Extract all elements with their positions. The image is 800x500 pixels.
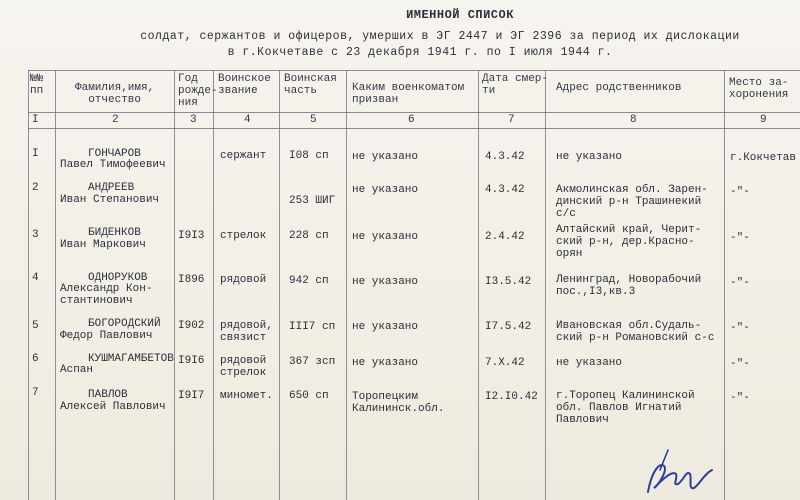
row-rank: сержант	[220, 150, 267, 162]
row-commissariat: не указано	[352, 357, 419, 369]
row-burial: -"-	[730, 358, 750, 370]
row-burial: -"-	[730, 392, 750, 404]
row-unit: III7 сп	[289, 321, 336, 333]
row-address: Ивановская обл.Судаль- ский р-н Романовский с-с	[556, 320, 715, 344]
row-commissariat: не указано	[352, 231, 419, 243]
table-top-rule	[28, 70, 800, 71]
row-rank: миномет.	[220, 390, 273, 402]
row-birth-year: I896	[178, 274, 205, 286]
document-subtitle-line2: в г.Кокчетаве с 23 декабря 1941 г. по I июля 1944 г.	[227, 46, 613, 59]
column-number: 3	[190, 114, 197, 126]
row-birth-year: I9I6	[178, 355, 205, 367]
row-commissariat: не указано	[352, 184, 419, 196]
row-birth-year: I9I7	[178, 390, 205, 402]
row-surname: ОДНОРУКОВ	[88, 272, 148, 284]
row-commissariat: Торопецким Калининск.обл.	[352, 391, 445, 415]
row-number: 4	[32, 272, 39, 284]
row-rank: рядовой	[220, 274, 267, 286]
column-number: 6	[408, 114, 415, 126]
row-number: 6	[32, 353, 39, 365]
signature-icon	[638, 440, 718, 500]
header-rank: Воинское звание	[218, 73, 271, 97]
row-unit: 253 ШИГ	[289, 195, 336, 207]
row-number: I	[32, 148, 39, 160]
row-address: не указано	[556, 151, 623, 163]
column-divider	[279, 70, 280, 500]
row-death-date: 4.3.42	[485, 151, 525, 163]
column-number: 5	[310, 114, 317, 126]
header-year: Год рожде- ния	[178, 73, 218, 109]
row-death-date: I3.5.42	[485, 276, 532, 288]
row-address: Ленинград, Новорабочий пос.,I3,кв.3	[556, 274, 702, 298]
row-death-date: 7.X.42	[485, 357, 525, 369]
row-number: 7	[32, 387, 39, 399]
column-number: 9	[760, 114, 767, 126]
row-given-name: Иван Маркович	[60, 239, 146, 251]
column-divider	[478, 70, 479, 500]
table-border-left	[28, 70, 29, 500]
row-rank: рядовой стрелок	[220, 355, 267, 379]
header-unit: Воинская часть	[284, 73, 337, 97]
row-unit: I08 сп	[289, 150, 329, 162]
column-number: I	[32, 114, 39, 126]
row-given-name: Александр Кон- стантинович	[60, 283, 153, 307]
row-unit: 228 сп	[289, 230, 329, 242]
row-commissariat: не указано	[352, 276, 419, 288]
header-rule	[28, 112, 800, 113]
row-address: не указано	[556, 357, 623, 369]
column-number-rule	[28, 128, 800, 129]
row-given-name: Аспан	[60, 364, 94, 376]
header-death-date: Дата смер- ти	[482, 73, 549, 97]
column-divider	[346, 70, 347, 500]
row-unit: 650 сп	[289, 390, 329, 402]
document-title: ИМЕННОЙ СПИСОК	[406, 8, 514, 22]
row-death-date: 4.3.42	[485, 184, 525, 196]
row-unit: 367 зсп	[289, 356, 336, 368]
column-divider	[545, 70, 546, 500]
row-number: 3	[32, 229, 39, 241]
header-num: №№ пп	[30, 73, 44, 97]
row-burial: -"-	[730, 186, 750, 198]
header-commissariat: Каким военкоматом призван	[352, 82, 465, 106]
row-death-date: I7.5.42	[485, 321, 532, 333]
row-number: 5	[32, 320, 39, 332]
row-rank: рядовой, связист	[220, 320, 273, 344]
row-burial: -"-	[730, 322, 750, 334]
column-number: 4	[244, 114, 251, 126]
row-burial: -"-	[730, 277, 750, 289]
row-rank: стрелок	[220, 230, 267, 242]
row-given-name: Алексей Павлович	[60, 401, 166, 413]
header-burial: Место за- хоронения	[729, 77, 789, 101]
column-divider	[55, 70, 56, 500]
row-birth-year: I9I3	[178, 230, 205, 242]
row-address: г.Торопец Калининской обл. Павлов Игнатий Павлович	[556, 390, 695, 426]
column-divider	[724, 70, 725, 500]
row-surname: БОГОРОДСКИЙ	[88, 318, 161, 330]
header-name: Фамилия,имя, отчество	[75, 82, 155, 106]
row-given-name: Павел Тимофеевич	[60, 159, 166, 171]
row-surname: КУШМАГАМБЕТОВ	[88, 353, 174, 365]
row-number: 2	[32, 182, 39, 194]
row-burial: -"-	[730, 232, 750, 244]
column-number: 2	[112, 114, 119, 126]
row-surname: ПАВЛОВ	[88, 389, 128, 401]
row-address: Акмолинская обл. Зарен- динский р-н Трашинекий с/с	[556, 184, 708, 220]
row-commissariat: не указано	[352, 151, 419, 163]
document-subtitle-line1: солдат, сержантов и офицеров, умерших в ЭГ 2447 и ЭГ 2396 за период их дислокации	[140, 30, 740, 43]
column-divider	[213, 70, 214, 500]
row-death-date: I2.I0.42	[485, 391, 538, 403]
row-given-name: Федор Павлович	[60, 330, 153, 342]
row-surname: БИДЕНКОВ	[88, 227, 141, 239]
column-divider	[174, 70, 175, 500]
row-surname: АНДРЕЕВ	[88, 182, 135, 194]
row-burial: г.Кокчетав	[730, 152, 797, 164]
header-address: Адрес родственников	[556, 82, 682, 94]
row-address: Алтайский край, Черит- ский р-н, дер.Красно- орян	[556, 224, 702, 260]
row-death-date: 2.4.42	[485, 231, 525, 243]
row-unit: 942 сп	[289, 275, 329, 287]
row-commissariat: не указано	[352, 321, 419, 333]
row-birth-year: I902	[178, 320, 205, 332]
column-number: 8	[630, 114, 637, 126]
row-given-name: Иван Степанович	[60, 194, 160, 206]
row-surname: ГОНЧАРОВ	[88, 148, 141, 160]
column-number: 7	[508, 114, 515, 126]
